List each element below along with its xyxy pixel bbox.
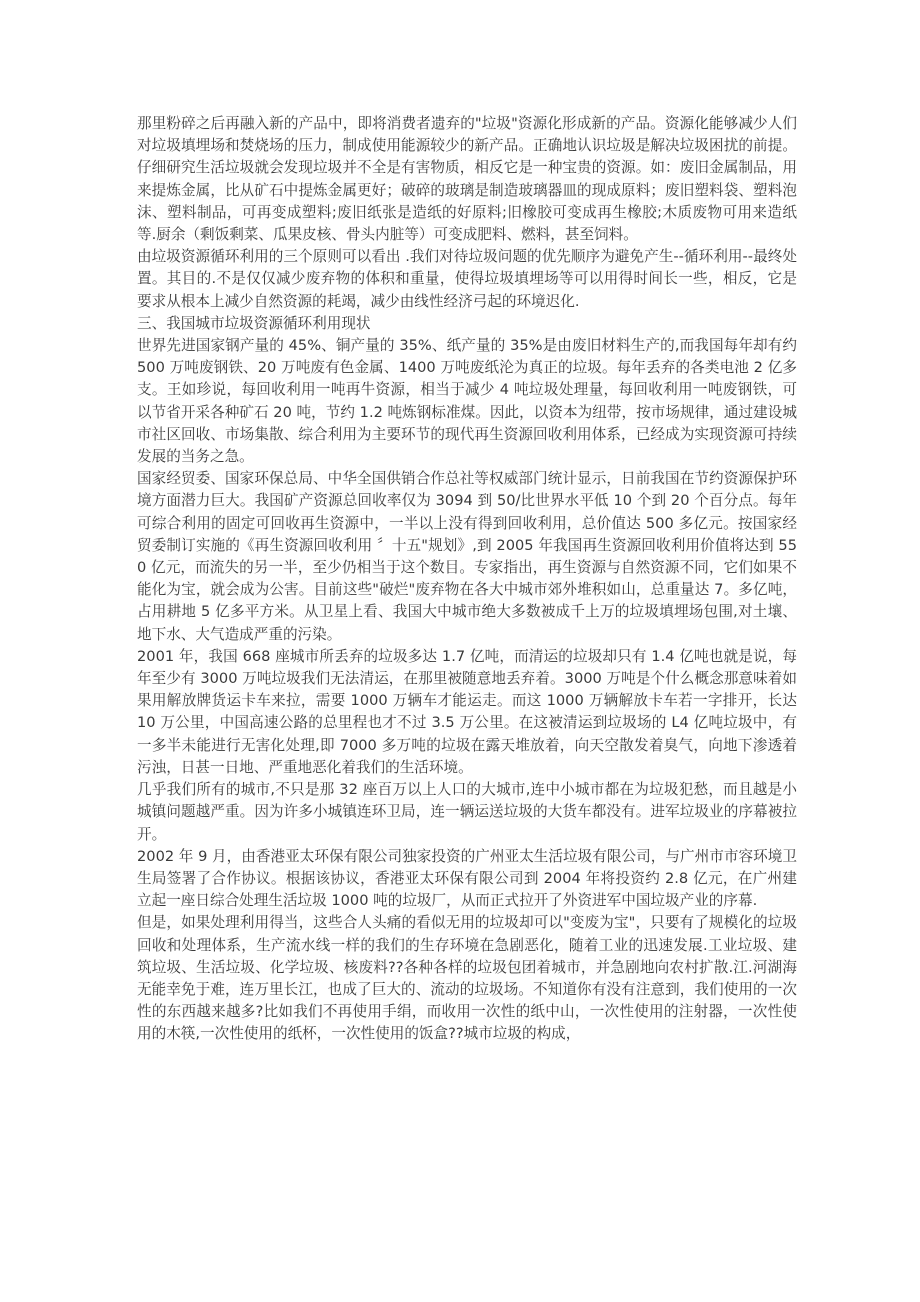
paragraph-recycling-intro: 那里粉碎之后再融入新的产品中，即将消费者遗弃的"垃圾"资源化形成新的产品。资源化能够减少人们对垃圾填埋场和焚烧场的压力，制成使用能源较少的新产品。正确地认识垃圾是解决垃圾困扰的前提。仔细研究生活垃圾就会发现垃圾并不全是有害物质，相反它是一种宝贵的资源。如：废旧金属制品，用来提炼金属，比从矿石中提炼金属更好；破碎的玻璃是制造玻璃器皿的现成原料；废旧塑料袋、塑料泡沫、塑料制品，可再变成塑料;废旧纸张是造纸的好原料;旧橡胶可变成再生橡胶;木质废物可用来造纸等.厨余（剩饭剩菜、瓜果皮核、骨头内脏等）可变成肥料、燃料，甚至饲料。 bbox=[137, 115, 797, 244]
paragraph-principles: 由垃圾资源循环利用的三个原则可以看出 .我们对待垃圾问题的优先顺序为避免产生--循环利用--最终处置。其目的.不是仅仅减少废弃物的体积和重量，使得垃圾填埋场等可以用得时间长一些，相反，它是要求从根本上减少自然资源的耗竭，减少由线性经济弓起的环境迟化. bbox=[137, 248, 797, 310]
paragraph-world-comparison: 世界先进国家钢产量的 45%、铜产量的 35%、纸产量的 35%是由废旧材料生产的,而我国每年却有约 500 万吨废钢铁、20 万吨废有色金属、1400 万吨废纸沦为真正的垃圾。每年丢弃的各类电池 2 亿多支。王如珍说，每回收利用一吨再牛资源，相当于减少 4 吨垃圾处理量，每回收利用一吨废钢铁，可以节省开采各种矿石 20 吨，节约 1.2 吨炼钢标准煤。因此，以资本为纽带，按市场规律，通过建设城市社区回收、市场集散、综合利用为主要环节的现代再生资源回收利用体系，已经成为实现资源可持续发展的当务之急。 bbox=[137, 337, 797, 466]
paragraph-cities: 几乎我们所有的城市,不只是那 32 座百万以上人口的大城市,连中小城市都在为垃圾犯愁，而且越是小城镇问题越严重。因为许多小城镇连环卫局，连一辆运送垃圾的大货车都没有。进军垃圾业的序幕被拉开。 bbox=[137, 781, 797, 843]
section-heading-current-status: 三、我国城市垃圾资源循环利用现状 bbox=[137, 314, 371, 332]
paragraph-waste-to-treasure: 但是，如果处理利用得当，这些合人头痛的看似无用的垃圾却可以"变废为宝"，只要有了规模化的垃圾回收和处理体系，生产流水线一样的我们的生存环境在急剧恶化，随着工业的迅速发展.工业垃圾、建筑垃圾、生活垃圾、化学垃圾、核废料??各种各样的垃圾包团着城市，并急剧地向农村扩散.江.河湖海无能幸免于难，连万里长江，也成了巨大的、流动的垃圾场。不知道你有没有注意到，我们使用的一次性的东西越来越多?比如我们不再使用手绢，而收用一次性的纸中山，一次性使用的注射器，一次性使用的木筷,一次性使用的纸杯，一次性使用的饭盒??城市垃圾的构成， bbox=[137, 914, 797, 1043]
paragraph-statistics: 国家经贸委、国家环保总局、中华全国供销合作总社等权威部门统计显示，日前我国在节约资源保护环境方面潜力巨大。我国矿产资源总回收率仅为 3094 到 50/比世界水平低 10 个到 20 个百分点。每年可综合利用的固定可回收再生资源中，一半以上没有得到回收利用，总价值达 500 多亿元。按国家经贸委制订实施的《再生资源回收利用 〞十五"规划》,到 2005 年我国再生资源回收利用价值将达到 550 亿元，而流失的另一半，至少仍相当于这个数目。专家指出，再生资源与自然资源不同，它们如果不能化为宝，就会成为公害。目前这些"破烂"废弃物在各大中城市郊外堆积如山，总重量达 7。多亿吨，占用耕地 5 亿多平方米。从卫星上看、我国大中城市绝大多数被成千上万的垃圾填埋场包围,对土壤、地下水、大气造成严重的污染。 bbox=[137, 470, 797, 643]
paragraph-2002-agreement: 2002 年 9 月，由香港亚太环保有限公司独家投资的广州亚太生活垃圾有限公司，与广州市市容环境卫生局签署了合作协议。根据该协议，香港亚太环保有限公司到 2004 年将投资约 2.8 亿元，在广州建立起一座日综合处理生活垃圾 1000 吨的垃圾厂，从而正式拉开了外资进军中国垃圾产业的序幕. bbox=[137, 847, 797, 910]
document-body bbox=[137, 113, 797, 1046]
paragraph-2001-waste: 2001 年，我国 668 座城市所丢弃的垃圾多达 1.7 亿吨，而清运的垃圾却只有 1.4 亿吨也就是说，每年至少有 3000 万吨垃圾我们无法清运，在那里被随意地丢弃着。3000 万吨是个什么概念那意味着如果用解放牌货运卡车来拉，需要 1000 万辆车才能运走。而这 1000 万辆解放卡车若一字排开，长达 10 万公里，中国高速公路的总里程也才不过 3.5 万公里。在这被清运到垃圾场的 L4 亿吨垃圾中，有一多半未能进行无害化处理,即 7000 多万吨的垃圾在露天堆放着，向天空散发着臭气，向地下渗透着污浊，日甚一日地、严重地恶化着我们的生活环境。 bbox=[137, 647, 797, 776]
